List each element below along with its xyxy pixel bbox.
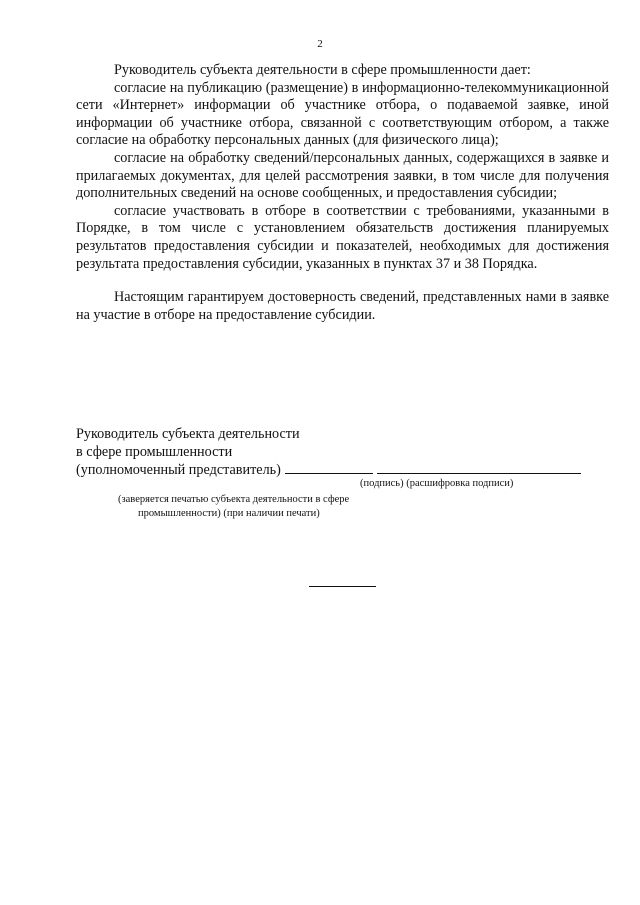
paragraph-consent-processing: согласие на обработку сведений/персональных данных, содержащихся в заявке и прилагаемых документах, для целей рассмотрения заявки, в том числе для получения дополнительных сведений на основе сообщенных, и предоставления субсидии; [76, 149, 609, 202]
signer-representative-label: (уполномоченный представитель) [76, 462, 281, 479]
caption-decode: (расшифровка подписи) [406, 478, 514, 489]
paragraph-intro: Руководитель субъекта деятельности в сфере промышленности дает: [114, 62, 531, 78]
signature-captions [360, 478, 513, 489]
document-body [76, 62, 609, 324]
signer-title-line3 [76, 461, 616, 480]
paragraph-consent-selection: согласие участвовать в отборе в соответствии с требованиями, указанными в Порядке, в том числе с установлением обязательств достижения планируемых результатов предоставления субсидии и показателей, необходимых для достижения результата предоставления субсидии, указанных в пунктах 37 и 38 Порядка. [76, 202, 609, 272]
seal-note-line1: (заверяется печатью субъекта деятельности в сфере [118, 494, 350, 505]
signature-decode-blank [377, 461, 581, 474]
paragraph-consent-publication: согласие на публикацию (размещение) в информационно-телекоммуникационной сети «Интернет» информации об участнике отбора, о подаваемой заявке, иной информации об участнике отбора, связанной с соответствующим отбором, а также согласие на обработку персональных данных (для физического лица); [76, 79, 609, 149]
end-divider [309, 586, 376, 587]
signature-blank [285, 461, 373, 474]
signer-title-line1: Руководитель субъекта деятельности [76, 426, 300, 442]
seal-note [118, 493, 418, 521]
signature-block [76, 426, 616, 480]
paragraph-guarantee: Настоящим гарантируем достоверность сведений, представленных нами в заявке на участие в отборе на предоставление субсидии. [76, 289, 609, 323]
seal-note-line2: промышленности) (при наличии печати) [138, 508, 320, 519]
page-number: 2 [317, 38, 323, 50]
signer-title-line2: в сфере промышленности [76, 443, 233, 460]
caption-sign: (подпись) [360, 478, 404, 489]
